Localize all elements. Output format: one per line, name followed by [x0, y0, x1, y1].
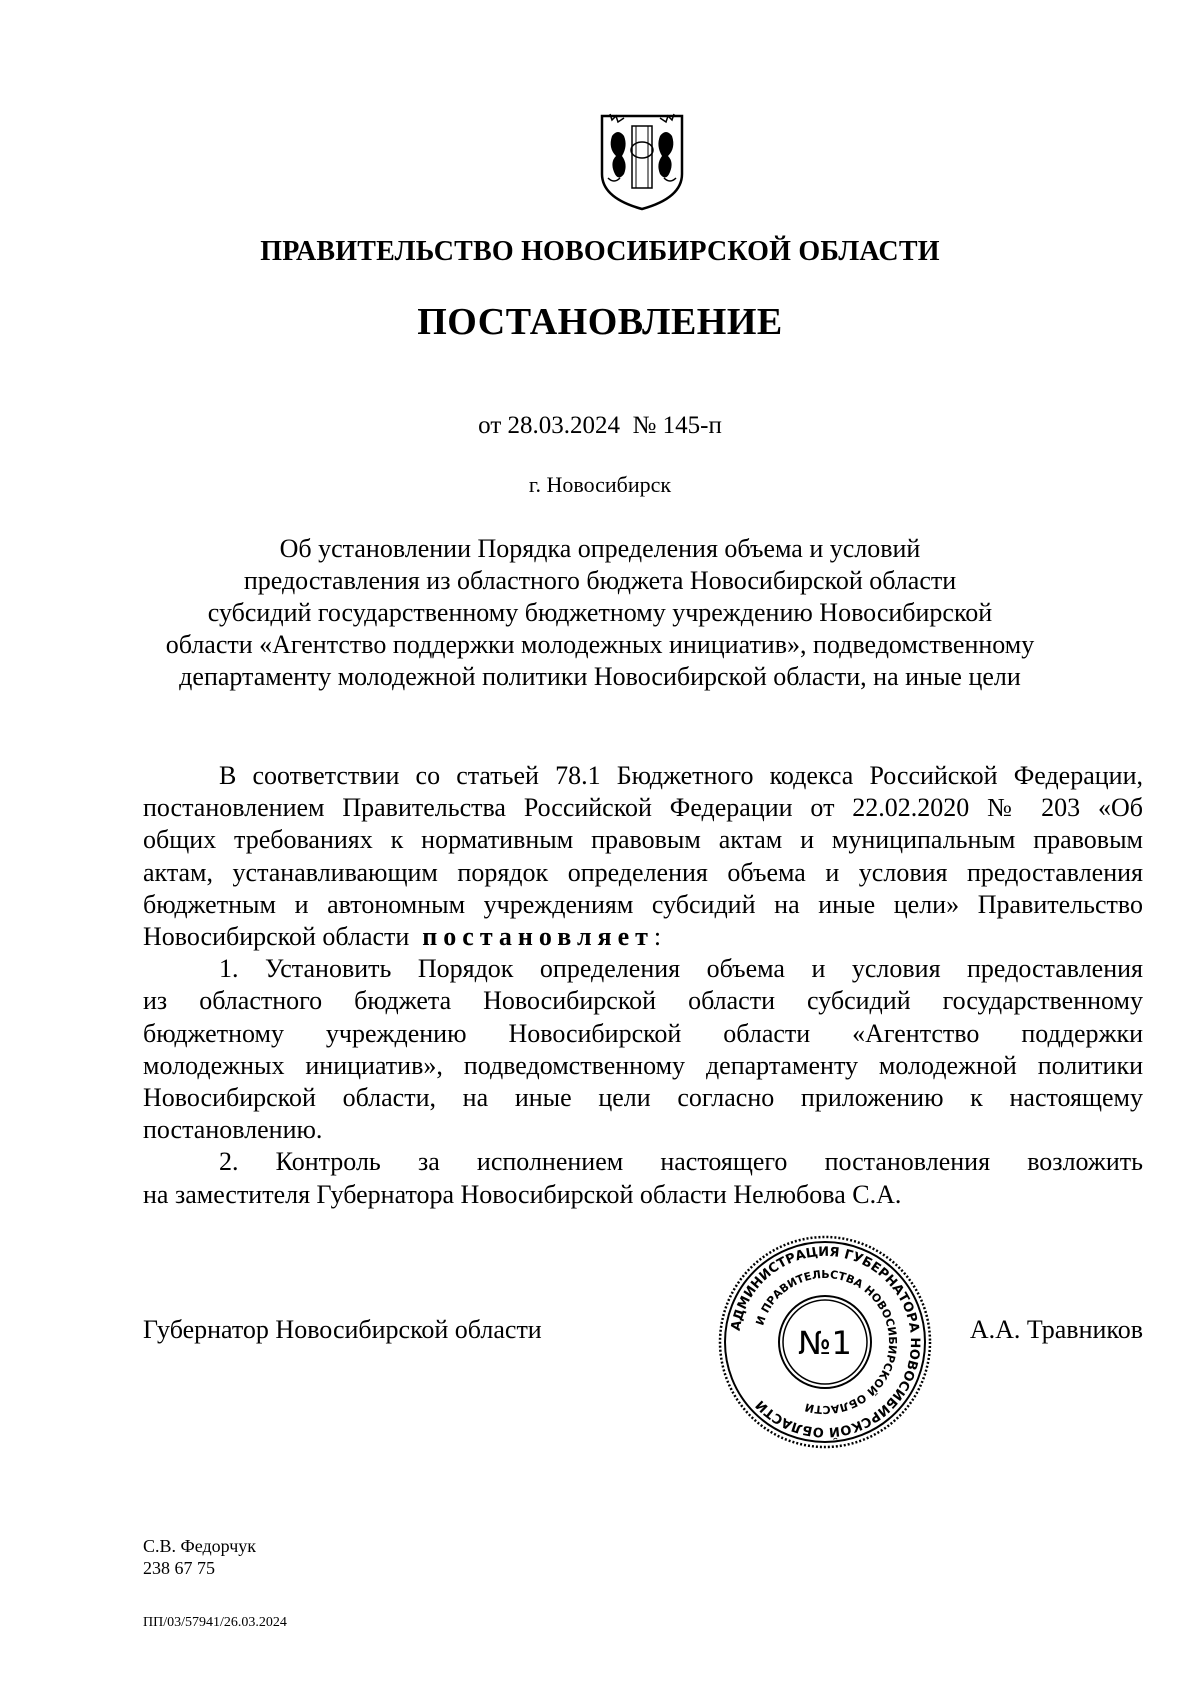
- document-body: [143, 760, 1143, 1211]
- official-seal: [715, 1232, 935, 1452]
- item-1-line: Новосибирской области, на иные цели согласно приложению к настоящему: [143, 1083, 1143, 1113]
- item-1-line: бюджетному учреждению Новосибирской области «Агентство поддержки: [143, 1018, 1143, 1048]
- item-1-line: постановлению.: [143, 1115, 323, 1145]
- seal-number: №1: [798, 1324, 852, 1362]
- preamble-last-line: [143, 921, 1143, 953]
- preamble-line: бюджетным и автономным учреждениям субсидий на иные цели» Правительство: [143, 889, 1143, 919]
- organization-title: ПРАВИТЕЛЬСТВО НОВОСИБИРСКОЙ ОБЛАСТИ: [260, 236, 940, 267]
- city: г. Новосибирск: [528, 472, 672, 497]
- resolves-colon: :: [653, 922, 662, 952]
- signatory-name: А.А. Травников: [969, 1315, 1143, 1344]
- subject-line: области «Агентство поддержки молодежных инициатив», подведомственному: [165, 630, 1035, 659]
- item-1-line: из областного бюджета Новосибирской области субсидий государственному: [143, 986, 1143, 1016]
- item-2-line: на заместителя Губернатора Новосибирской области Нелюбова С.А.: [143, 1179, 902, 1209]
- preamble-line: В соответствии со статьей 78.1 Бюджетного кодекса Российской Федерации,: [219, 761, 1143, 790]
- document-subject: [140, 533, 1060, 693]
- preamble-line: постановлением Правительства Российской Федерации от 22.02.2020 № 203 «Об: [143, 793, 1143, 823]
- seal-outer-text: АДМИНИСТРАЦИЯ ГУБЕРНАТОРА НОВОСИБИРСКОЙ ОБЛАСТИ: [728, 1244, 923, 1440]
- resolves-word: постановляет: [422, 922, 654, 952]
- preamble-line: актам, устанавливающим порядок определения объема и условия предоставления: [143, 857, 1143, 887]
- document-type-title: ПОСТАНОВЛЕНИЕ: [417, 301, 783, 343]
- item-1-line: 1. Установить Порядок определения объема и условия предоставления: [219, 954, 1143, 984]
- subject-line: Об установлении Порядка определения объема и условий: [279, 534, 921, 563]
- executor-name: С.В. Федорчук: [143, 1536, 256, 1556]
- subject-line: субсидий государственному бюджетному учреждению Новосибирской: [207, 598, 993, 627]
- preamble-line: общих требованиях к нормативным правовым актам и муниципальным правовым: [143, 825, 1143, 855]
- executor-phone: 238 67 75: [143, 1558, 215, 1578]
- item-2-line: 2. Контроль за исполнением настоящего постановления возложить: [219, 1147, 1143, 1177]
- signatory-position: Губернатор Новосибирской области: [143, 1315, 542, 1344]
- item-1-line: молодежных инициатив», подведомственному департаменту молодежной политики: [143, 1050, 1143, 1080]
- document-code: ПП/03/57941/26.03.2024: [143, 1615, 287, 1630]
- subject-line: предоставления из областного бюджета Новосибирской области: [243, 566, 957, 595]
- date-and-number: от 28.03.2024 № 145-п: [478, 412, 722, 439]
- coat-of-arms-icon: [598, 112, 686, 212]
- preamble-last-prefix: Новосибирской области: [143, 922, 410, 952]
- executor-info: [143, 1535, 256, 1579]
- subject-line: департаменту молодежной политики Новосибирской области, на иные цели: [179, 662, 1021, 691]
- seal-inner-text: И ПРАВИТЕЛЬСТВА НОВОСИБИРСКОЙ ОБЛАСТИ: [753, 1267, 900, 1417]
